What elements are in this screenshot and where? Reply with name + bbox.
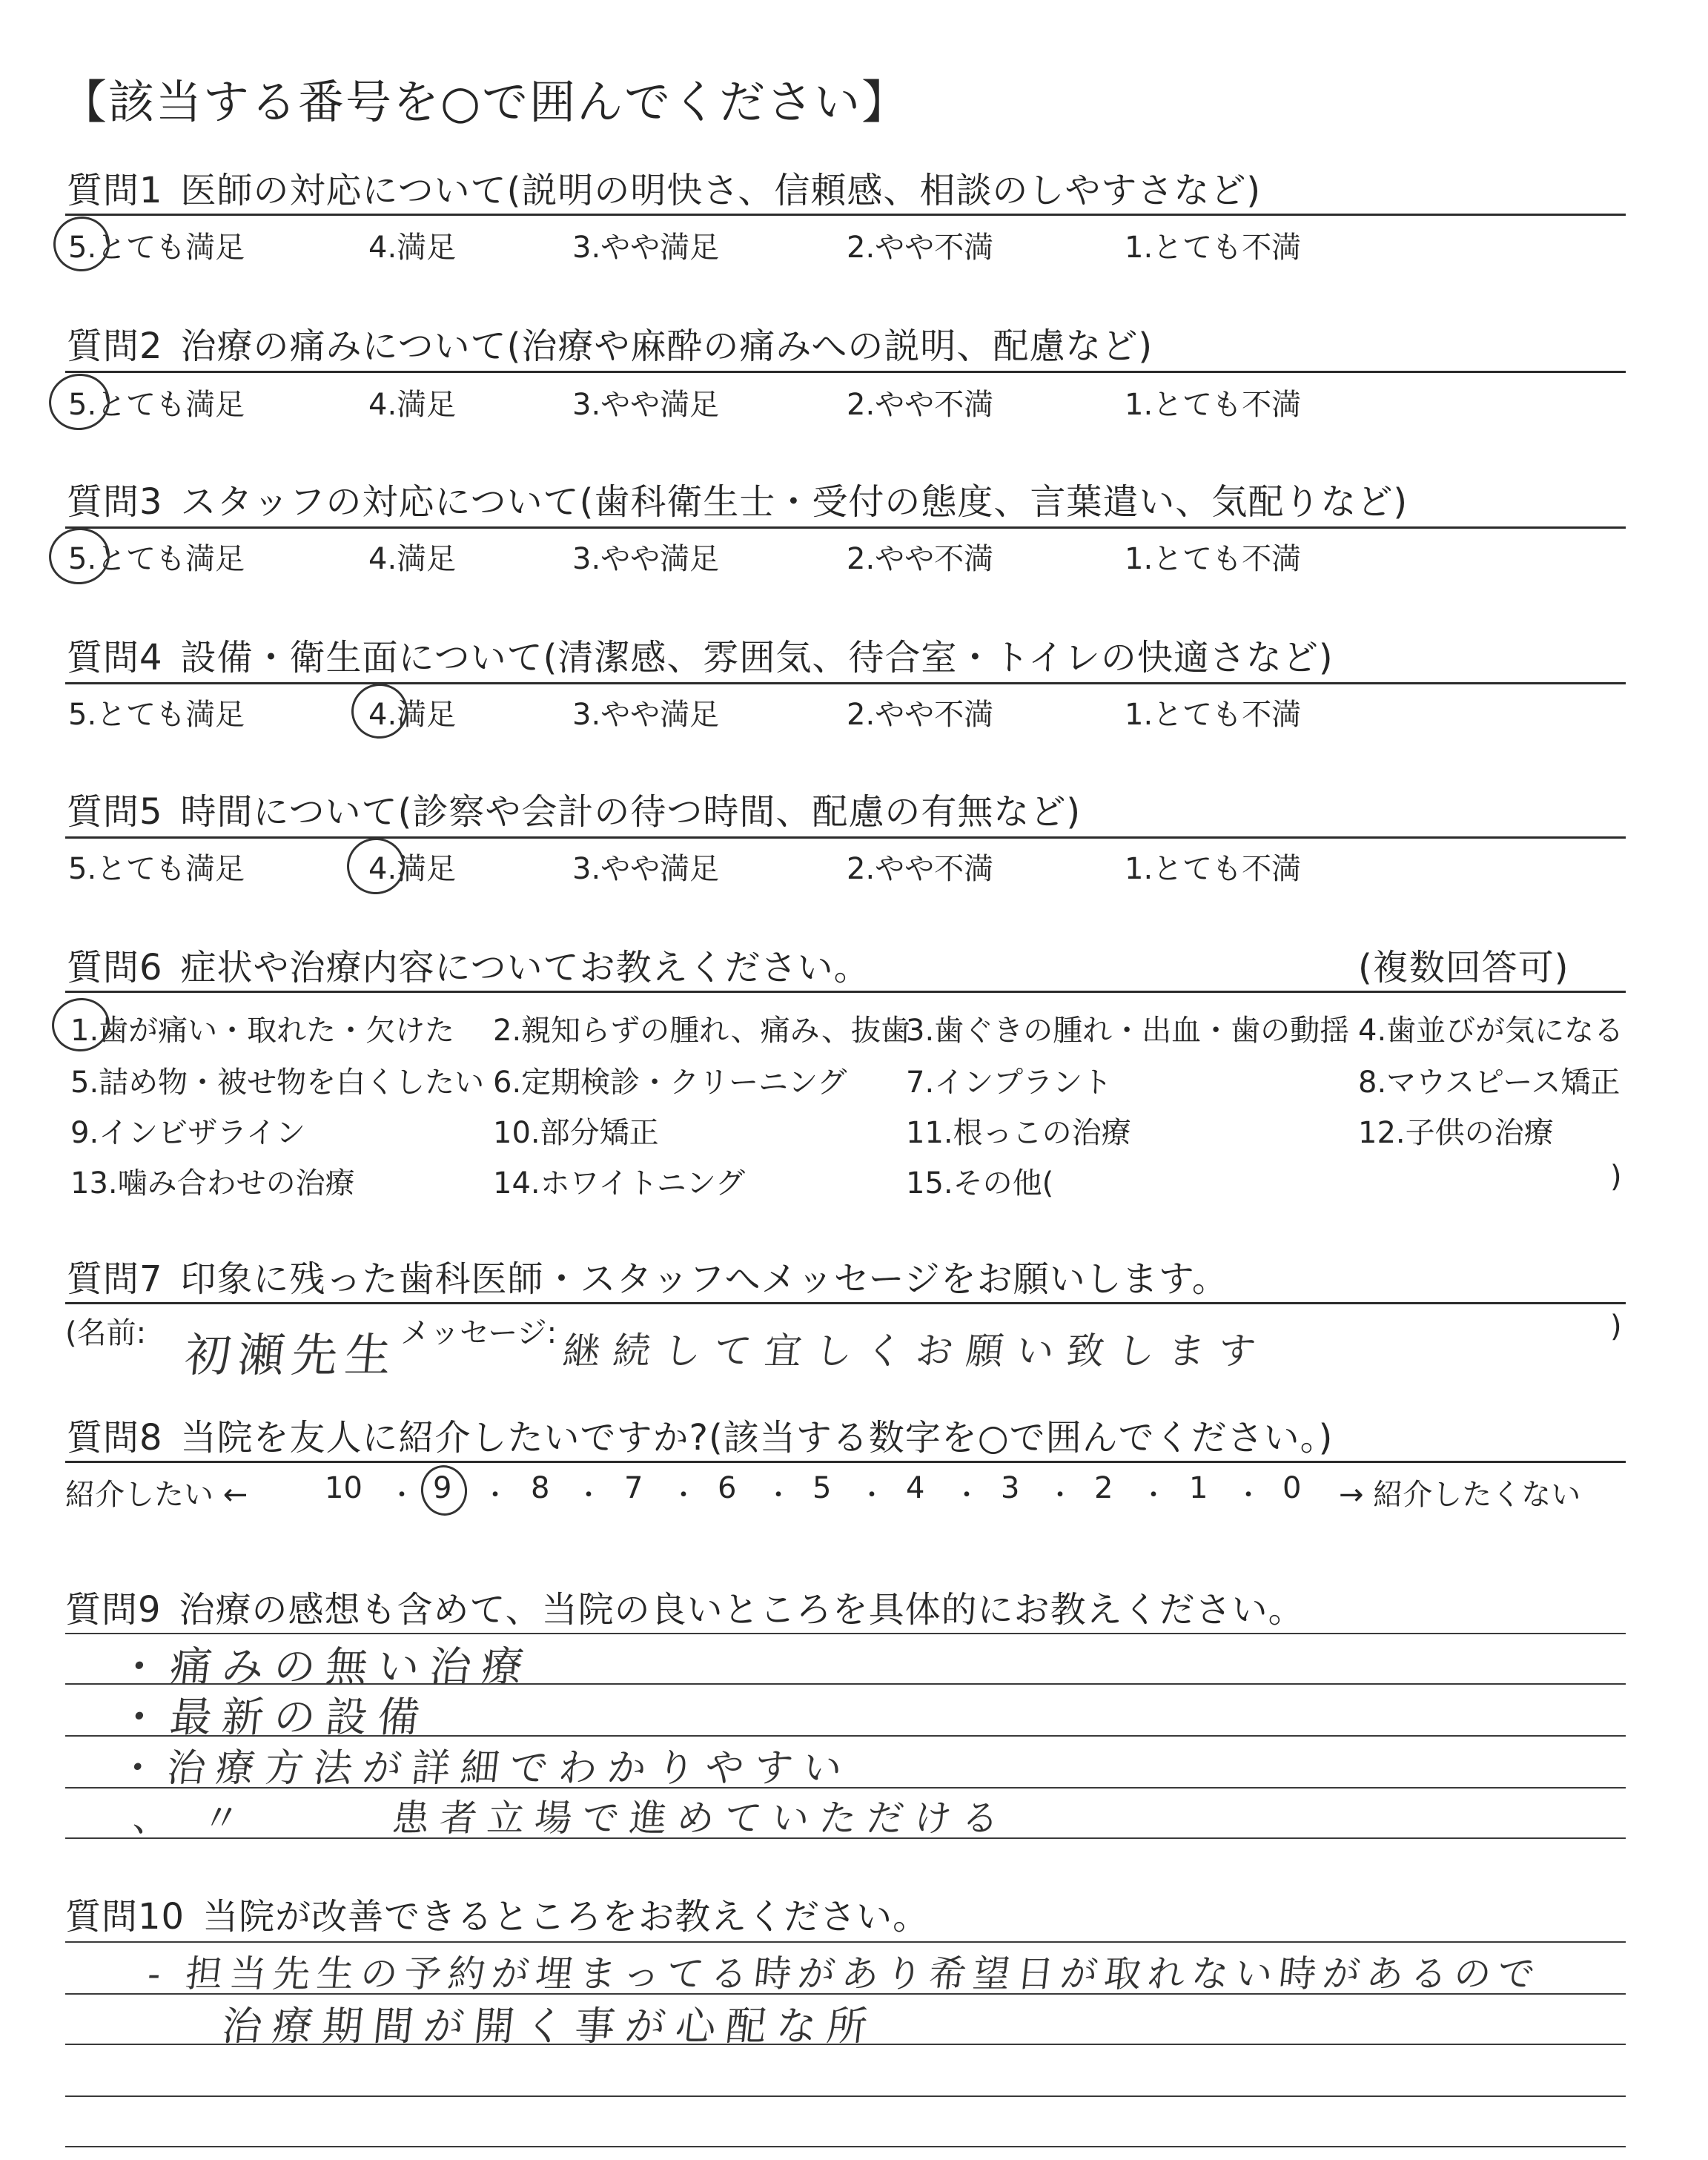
q6-option-11[interactable]: 11.根っこの治療 bbox=[906, 1116, 1131, 1150]
question-7 bbox=[67, 1250, 1228, 1301]
scale-separator: ・ bbox=[1235, 1480, 1262, 1510]
q3-option-3[interactable]: 3.やや満足 bbox=[572, 542, 720, 576]
selection-circle bbox=[343, 834, 408, 898]
q6-option-8[interactable]: 8.マウスピース矯正 bbox=[1358, 1066, 1621, 1100]
q6-option-1[interactable]: 1.歯が痛い・取れた・欠けた bbox=[70, 1014, 455, 1048]
divider bbox=[65, 526, 1626, 529]
q3-option-2[interactable]: 2.やや不満 bbox=[847, 542, 994, 576]
q9-answer-2: ・最新の設備 bbox=[116, 1694, 432, 1742]
divider bbox=[65, 371, 1626, 373]
divider bbox=[65, 991, 1626, 993]
question-text: 印象に残った歯科医師・スタッフへメッセージをお願いします。 bbox=[180, 1258, 1228, 1300]
question-10 bbox=[65, 1888, 929, 1939]
q9-answer-4: 、 〃 患者立場で進めていただける bbox=[130, 1797, 1012, 1840]
divider bbox=[65, 214, 1626, 216]
scale-separator: ・ bbox=[953, 1480, 981, 1510]
selection-circle bbox=[45, 524, 113, 589]
question-2 bbox=[67, 317, 1153, 369]
divider bbox=[65, 836, 1626, 839]
scale-9[interactable]: 9 bbox=[433, 1471, 452, 1505]
recommend-left-label: 紹介したい ← bbox=[65, 1478, 248, 1512]
question-text: 治療の感想も含めて、当院の良いところを具体的にお教えください。 bbox=[179, 1589, 1305, 1631]
scale-0[interactable]: 0 bbox=[1282, 1471, 1302, 1505]
question-9 bbox=[65, 1581, 1305, 1632]
q9-answer-3: ・治療方法が詳細でわかりやすい bbox=[116, 1746, 855, 1791]
q10-answer-2: 治療期間が開く事が心配な所 bbox=[219, 2003, 880, 2050]
q6-option-14[interactable]: 14.ホワイトニング bbox=[493, 1166, 746, 1200]
q4-option-1[interactable]: 1.とても不満 bbox=[1125, 698, 1302, 732]
question-text: 設備・衛生面について(清潔感、雰囲気、待合室・トイレの快適さなど) bbox=[180, 637, 1334, 678]
question-text: スタッフの対応について(歯科衛生士・受付の態度、言葉遣い、気配りなど) bbox=[180, 481, 1409, 523]
question-label: 質問3 bbox=[67, 481, 163, 523]
q1-option-4[interactable]: 4.満足 bbox=[368, 231, 457, 265]
q2-option-2[interactable]: 2.やや不満 bbox=[847, 388, 994, 422]
q6-other-close-paren: ) bbox=[1610, 1160, 1622, 1194]
q6-option-6[interactable]: 6.定期検診・クリーニング bbox=[493, 1066, 847, 1100]
answer-line bbox=[65, 1941, 1626, 1943]
question-label: 質問10 bbox=[65, 1896, 185, 1938]
q2-option-5[interactable]: 5.とても満足 bbox=[68, 388, 245, 422]
q3-option-5[interactable]: 5.とても満足 bbox=[68, 542, 245, 576]
q6-option-5[interactable]: 5.詰め物・被せ物を白くしたい bbox=[70, 1066, 485, 1100]
selection-circle bbox=[45, 370, 113, 435]
divider bbox=[65, 1302, 1626, 1304]
q10-answer-1: - 担当先生の予約が埋まってる時があり希望日が取れない時があるので bbox=[145, 1952, 1544, 1995]
q1-option-5[interactable]: 5.とても満足 bbox=[68, 231, 245, 265]
question-label: 質問1 bbox=[67, 170, 163, 211]
multiple-answer-note: (複数回答可) bbox=[1358, 947, 1569, 988]
scale-separator: ・ bbox=[1140, 1480, 1168, 1510]
scale-separator: ・ bbox=[388, 1480, 416, 1510]
scale-1[interactable]: 1 bbox=[1189, 1471, 1208, 1505]
scale-separator: ・ bbox=[575, 1480, 603, 1510]
question-label: 質問6 bbox=[67, 947, 163, 988]
scale-10[interactable]: 10 bbox=[325, 1471, 363, 1505]
question-label: 質問9 bbox=[65, 1589, 162, 1631]
message-close-paren: ) bbox=[1610, 1309, 1622, 1344]
q3-option-1[interactable]: 1.とても不満 bbox=[1125, 542, 1302, 576]
answer-line bbox=[65, 2095, 1626, 2097]
question-text: 治療の痛みについて(治療や麻酔の痛みへの説明、配慮など) bbox=[180, 326, 1153, 367]
q1-option-2[interactable]: 2.やや不満 bbox=[847, 231, 994, 265]
q2-option-3[interactable]: 3.やや満足 bbox=[572, 388, 720, 422]
question-1 bbox=[67, 162, 1261, 213]
question-label: 質問8 bbox=[67, 1417, 163, 1459]
question-6 bbox=[67, 939, 870, 990]
scale-8[interactable]: 8 bbox=[531, 1471, 550, 1505]
q6-option-13[interactable]: 13.噛み合わせの治療 bbox=[70, 1166, 355, 1200]
q4-option-3[interactable]: 3.やや満足 bbox=[572, 698, 720, 732]
q2-option-4[interactable]: 4.満足 bbox=[368, 388, 457, 422]
q5-option-2[interactable]: 2.やや不満 bbox=[847, 852, 994, 886]
divider bbox=[65, 682, 1626, 684]
q1-option-1[interactable]: 1.とても不満 bbox=[1125, 231, 1302, 265]
q5-option-4[interactable]: 4.満足 bbox=[368, 852, 457, 886]
q6-option-7[interactable]: 7.インプラント bbox=[906, 1066, 1113, 1100]
q6-option-3[interactable]: 3.歯ぐきの腫れ・出血・歯の動揺 bbox=[906, 1014, 1350, 1048]
name-value: 初瀬先生 bbox=[182, 1328, 402, 1382]
q5-option-1[interactable]: 1.とても不満 bbox=[1125, 852, 1302, 886]
question-text: 医師の対応について(説明の明快さ、信頼感、相談のしやすさなど) bbox=[180, 170, 1262, 211]
message-label: メッセージ: bbox=[400, 1316, 557, 1350]
q6-option-2[interactable]: 2.親知らずの腫れ、痛み、抜歯 bbox=[493, 1014, 910, 1048]
q6-option-9[interactable]: 9.インビザライン bbox=[70, 1116, 305, 1150]
question-text: 時間について(診察や会計の待つ時間、配慮の有無など) bbox=[180, 791, 1082, 833]
answer-line bbox=[65, 2146, 1626, 2147]
question-text: 当院が改善できるところをお教えください。 bbox=[202, 1896, 930, 1938]
question-4 bbox=[67, 629, 1334, 680]
name-label: (名前: bbox=[65, 1316, 147, 1350]
scale-2[interactable]: 2 bbox=[1094, 1471, 1113, 1505]
q5-option-3[interactable]: 3.やや満足 bbox=[572, 852, 720, 886]
scale-separator: ・ bbox=[1047, 1480, 1074, 1510]
divider bbox=[65, 1461, 1626, 1463]
scale-6[interactable]: 6 bbox=[718, 1471, 737, 1505]
question-8 bbox=[67, 1409, 1333, 1460]
q9-answer-1: ・痛みの無い治療 bbox=[116, 1643, 536, 1691]
scale-separator: ・ bbox=[482, 1480, 509, 1510]
message-value: 継続して宜しくお願い致します bbox=[560, 1330, 1271, 1373]
scale-7[interactable]: 7 bbox=[624, 1471, 643, 1505]
scale-3[interactable]: 3 bbox=[1001, 1471, 1020, 1505]
q6-option-12[interactable]: 12.子供の治療 bbox=[1358, 1116, 1554, 1150]
q6-option-4[interactable]: 4.歯並びが気になる bbox=[1358, 1014, 1624, 1048]
q4-option-5[interactable]: 5.とても満足 bbox=[68, 698, 245, 732]
question-label: 質問2 bbox=[67, 326, 163, 367]
q1-option-3[interactable]: 3.やや満足 bbox=[572, 231, 720, 265]
q2-option-1[interactable]: 1.とても不満 bbox=[1125, 388, 1302, 422]
selection-circle bbox=[418, 1462, 471, 1519]
q5-option-5[interactable]: 5.とても満足 bbox=[68, 852, 245, 886]
q6-option-15[interactable]: 15.その他( bbox=[906, 1166, 1054, 1200]
scale-5[interactable]: 5 bbox=[812, 1471, 832, 1505]
scale-separator: ・ bbox=[670, 1480, 698, 1510]
question-5 bbox=[67, 783, 1081, 834]
recommend-right-label: → 紹介したくない bbox=[1339, 1478, 1581, 1512]
scale-separator: ・ bbox=[858, 1480, 886, 1510]
question-label: 質問4 bbox=[67, 637, 163, 678]
q4-option-2[interactable]: 2.やや不満 bbox=[847, 698, 994, 732]
page-title: 【該当する番号を○で囲んでください】 bbox=[61, 75, 910, 129]
q6-option-10[interactable]: 10.部分矯正 bbox=[493, 1116, 659, 1150]
question-text: 症状や治療内容についてお教えください。 bbox=[180, 947, 870, 988]
question-3 bbox=[67, 473, 1408, 524]
question-text: 当院を友人に紹介したいですか?(該当する数字を○で囲んでください。) bbox=[180, 1417, 1334, 1459]
question-label: 質問5 bbox=[67, 791, 163, 833]
q3-option-4[interactable]: 4.満足 bbox=[368, 542, 457, 576]
scale-separator: ・ bbox=[765, 1480, 792, 1510]
q4-option-4[interactable]: 4.満足 bbox=[368, 698, 457, 732]
question-label: 質問7 bbox=[67, 1258, 163, 1300]
scale-4[interactable]: 4 bbox=[906, 1471, 925, 1505]
